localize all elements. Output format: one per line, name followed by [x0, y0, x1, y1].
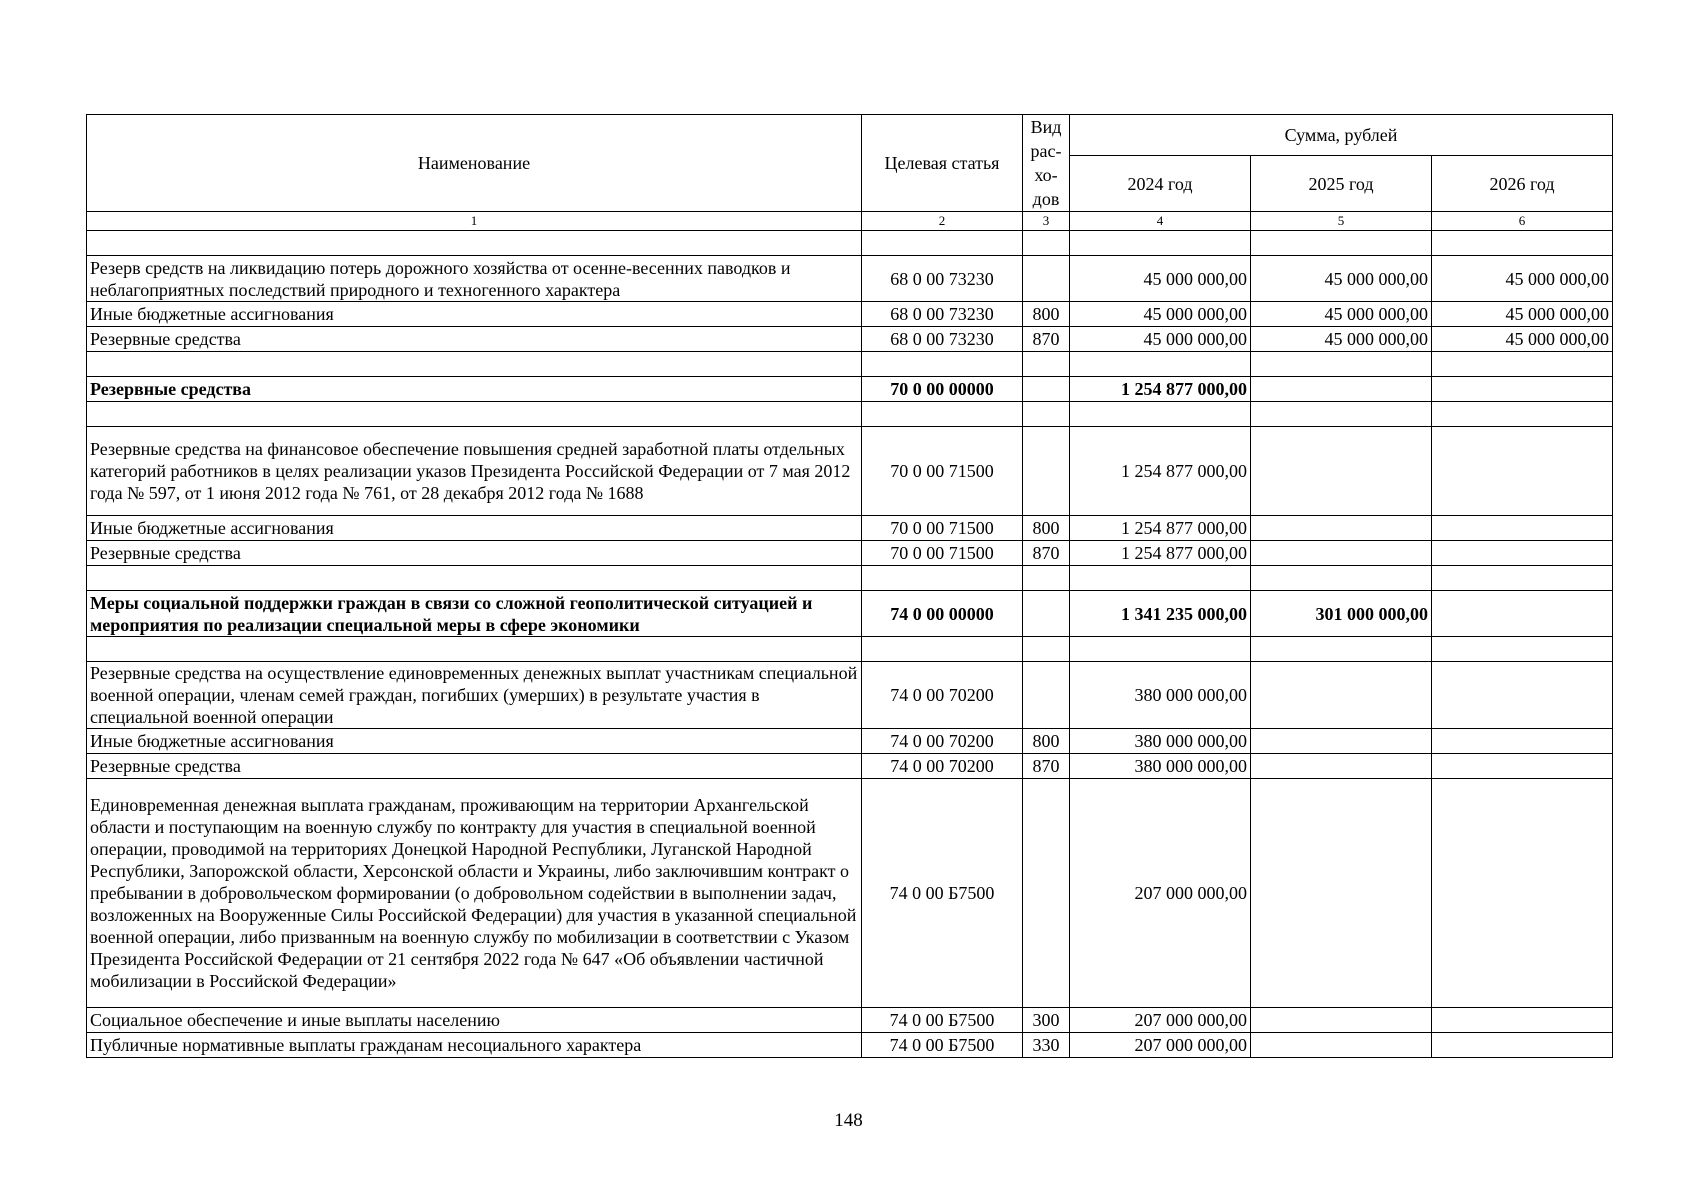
row-expense-type: 870 [1023, 327, 1070, 352]
row-amount-2024: 1 254 877 000,00 [1070, 541, 1251, 566]
header-vid [1023, 115, 1070, 212]
row-expense-type [1023, 662, 1070, 729]
column-numbers-row [87, 212, 1613, 231]
row-name [87, 352, 862, 377]
row-amount-2026 [1432, 1033, 1613, 1058]
row-amount-2024: 380 000 000,00 [1070, 754, 1251, 779]
header-year-2025: 2025 год [1251, 156, 1432, 212]
row-target-code [862, 231, 1023, 256]
header-vid-line: рас- [1030, 141, 1062, 161]
row-amount-2026 [1432, 402, 1613, 427]
row-target-code: 74 0 00 70200 [862, 662, 1023, 729]
row-name [87, 231, 862, 256]
row-name: Иные бюджетные ассигнования [87, 302, 862, 327]
column-number: 5 [1251, 212, 1432, 231]
row-target-code [862, 352, 1023, 377]
row-target-code: 70 0 00 71500 [862, 516, 1023, 541]
row-amount-2024: 1 254 877 000,00 [1070, 427, 1251, 516]
table-row [87, 729, 1613, 754]
row-name [87, 402, 862, 427]
row-target-code: 74 0 00 Б7500 [862, 1033, 1023, 1058]
row-name: Иные бюджетные ассигнования [87, 729, 862, 754]
row-target-code [862, 637, 1023, 662]
row-amount-2025 [1251, 566, 1432, 591]
row-amount-2025 [1251, 729, 1432, 754]
row-amount-2025 [1251, 541, 1432, 566]
row-target-code: 74 0 00 Б7500 [862, 779, 1023, 1008]
table-row-empty [87, 231, 1613, 256]
row-amount-2025 [1251, 516, 1432, 541]
header-vid-line: Вид [1030, 117, 1062, 137]
row-amount-2024 [1070, 637, 1251, 662]
row-amount-2024: 45 000 000,00 [1070, 327, 1251, 352]
row-amount-2024 [1070, 402, 1251, 427]
row-target-code: 74 0 00 00000 [862, 591, 1023, 637]
row-expense-type [1023, 402, 1070, 427]
row-expense-type [1023, 352, 1070, 377]
row-name: Резервные средства на осуществление единовременных денежных выплат участникам специальной военной операции, членам семей граждан, погибших (умерших) в результате участия в специальной военной операции [87, 662, 862, 729]
row-amount-2026: 45 000 000,00 [1432, 327, 1613, 352]
header-year-2024: 2024 год [1070, 156, 1251, 212]
row-amount-2025 [1251, 352, 1432, 377]
row-amount-2026 [1432, 779, 1613, 1008]
column-number: 3 [1023, 212, 1070, 231]
table-body [87, 231, 1613, 1058]
table-row-empty [87, 637, 1613, 662]
row-name: Публичные нормативные выплаты гражданам несоциального характера [87, 1033, 862, 1058]
row-amount-2026 [1432, 352, 1613, 377]
row-amount-2025 [1251, 662, 1432, 729]
row-amount-2024: 207 000 000,00 [1070, 779, 1251, 1008]
table-row [87, 516, 1613, 541]
row-amount-2024: 1 341 235 000,00 [1070, 591, 1251, 637]
table-row [87, 256, 1613, 302]
column-number: 2 [862, 212, 1023, 231]
row-expense-type [1023, 427, 1070, 516]
row-name: Меры социальной поддержки граждан в связи со сложной геополитической ситуацией и мероприятия по реализации специальной меры в сфере экономики [87, 591, 862, 637]
row-amount-2026 [1432, 662, 1613, 729]
row-amount-2026 [1432, 541, 1613, 566]
row-expense-type [1023, 566, 1070, 591]
row-name: Единовременная денежная выплата гражданам, проживающим на территории Архангельской области и поступающим на военную службу по контракту для участия в специальной военной операции, проводимой на территориях Донецкой Народной Республики, Луганской Народной Республики, Запорожской области, Херсонской области и Украины, либо заключившим контракт о пребывании в добровольческом формировании (о добровольном содействии в выполнении задач, возложенных на Вооруженные Силы Российской Федерации) для участия в указанной специальной военной операции, либо призванным на военную службу по мобилизации в соответствии с Указом Президента Российской Федерации от 21 сентября 2022 года № 647 «Об объявлении частичной мобилизации в Российской Федерации» [87, 779, 862, 1008]
row-amount-2024: 1 254 877 000,00 [1070, 516, 1251, 541]
table-row [87, 1008, 1613, 1033]
row-expense-type: 300 [1023, 1008, 1070, 1033]
row-amount-2024: 45 000 000,00 [1070, 302, 1251, 327]
row-target-code [862, 566, 1023, 591]
row-target-code: 70 0 00 71500 [862, 541, 1023, 566]
table-row-empty [87, 352, 1613, 377]
row-amount-2025: 45 000 000,00 [1251, 256, 1432, 302]
table-row [87, 779, 1613, 1008]
budget-table [86, 114, 1613, 1058]
row-amount-2024: 380 000 000,00 [1070, 729, 1251, 754]
row-amount-2025 [1251, 754, 1432, 779]
row-amount-2026 [1432, 754, 1613, 779]
table-row-empty [87, 402, 1613, 427]
row-amount-2025 [1251, 1008, 1432, 1033]
row-amount-2026 [1432, 427, 1613, 516]
row-expense-type: 800 [1023, 729, 1070, 754]
row-amount-2026 [1432, 591, 1613, 637]
row-expense-type [1023, 377, 1070, 402]
row-amount-2026 [1432, 516, 1613, 541]
row-amount-2024: 207 000 000,00 [1070, 1033, 1251, 1058]
row-amount-2025 [1251, 377, 1432, 402]
row-amount-2025: 45 000 000,00 [1251, 302, 1432, 327]
page-number: 148 [834, 1110, 863, 1131]
row-amount-2026 [1432, 1008, 1613, 1033]
row-expense-type [1023, 231, 1070, 256]
row-amount-2024: 1 254 877 000,00 [1070, 377, 1251, 402]
header-sum: Сумма, рублей [1070, 115, 1613, 156]
row-expense-type: 870 [1023, 754, 1070, 779]
column-number: 4 [1070, 212, 1251, 231]
row-target-code [862, 402, 1023, 427]
row-amount-2025 [1251, 637, 1432, 662]
row-name: Социальное обеспечение и иные выплаты населению [87, 1008, 862, 1033]
row-amount-2024: 45 000 000,00 [1070, 256, 1251, 302]
row-name: Иные бюджетные ассигнования [87, 516, 862, 541]
table-row [87, 427, 1613, 516]
header-vid-line: дов [1032, 189, 1060, 209]
row-target-code: 68 0 00 73230 [862, 302, 1023, 327]
table-row [87, 662, 1613, 729]
row-expense-type [1023, 637, 1070, 662]
row-amount-2024 [1070, 566, 1251, 591]
row-target-code: 70 0 00 71500 [862, 427, 1023, 516]
table-row [87, 377, 1613, 402]
row-amount-2026: 45 000 000,00 [1432, 256, 1613, 302]
row-expense-type: 870 [1023, 541, 1070, 566]
table-row [87, 327, 1613, 352]
row-amount-2025 [1251, 427, 1432, 516]
table-row [87, 1033, 1613, 1058]
row-target-code: 74 0 00 Б7500 [862, 1008, 1023, 1033]
table-row [87, 302, 1613, 327]
row-amount-2026 [1432, 231, 1613, 256]
row-amount-2026 [1432, 729, 1613, 754]
row-target-code: 70 0 00 00000 [862, 377, 1023, 402]
row-amount-2025 [1251, 402, 1432, 427]
row-target-code: 74 0 00 70200 [862, 754, 1023, 779]
row-amount-2026 [1432, 566, 1613, 591]
row-expense-type: 800 [1023, 302, 1070, 327]
row-amount-2025 [1251, 779, 1432, 1008]
header-year-2026: 2026 год [1432, 156, 1613, 212]
row-target-code: 68 0 00 73230 [862, 327, 1023, 352]
row-name: Резерв средств на ликвидацию потерь дорожного хозяйства от осенне-весенних паводков и неблагоприятных последствий природного и техногенного характера [87, 256, 862, 302]
row-amount-2024 [1070, 352, 1251, 377]
row-target-code: 68 0 00 73230 [862, 256, 1023, 302]
row-expense-type [1023, 256, 1070, 302]
table-row [87, 541, 1613, 566]
row-amount-2024 [1070, 231, 1251, 256]
row-expense-type [1023, 591, 1070, 637]
row-amount-2025 [1251, 231, 1432, 256]
row-name: Резервные средства [87, 754, 862, 779]
row-amount-2025: 45 000 000,00 [1251, 327, 1432, 352]
row-name: Резервные средства [87, 377, 862, 402]
table-row [87, 754, 1613, 779]
header-vid-line: хо- [1034, 165, 1058, 185]
row-name: Резервные средства на финансовое обеспечение повышения средней заработной платы отдельных категорий работников в целях реализации указов Президента Российской Федерации от 7 мая 2012 года № 597, от 1 июня 2012 года № 761, от 28 декабря 2012 года № 1688 [87, 427, 862, 516]
header-target: Целевая статья [862, 115, 1023, 212]
row-name: Резервные средства [87, 541, 862, 566]
row-name: Резервные средства [87, 327, 862, 352]
row-expense-type [1023, 779, 1070, 1008]
row-amount-2024: 207 000 000,00 [1070, 1008, 1251, 1033]
table-row-empty [87, 566, 1613, 591]
header-name: Наименование [87, 115, 862, 212]
row-name [87, 637, 862, 662]
row-target-code: 74 0 00 70200 [862, 729, 1023, 754]
table-header [87, 115, 1613, 231]
row-amount-2025 [1251, 1033, 1432, 1058]
row-amount-2024: 380 000 000,00 [1070, 662, 1251, 729]
row-amount-2026 [1432, 377, 1613, 402]
column-number: 1 [87, 212, 862, 231]
row-expense-type: 800 [1023, 516, 1070, 541]
table-row [87, 591, 1613, 637]
row-expense-type: 330 [1023, 1033, 1070, 1058]
row-amount-2026: 45 000 000,00 [1432, 302, 1613, 327]
row-name [87, 566, 862, 591]
row-amount-2026 [1432, 637, 1613, 662]
column-number: 6 [1432, 212, 1613, 231]
row-amount-2025: 301 000 000,00 [1251, 591, 1432, 637]
